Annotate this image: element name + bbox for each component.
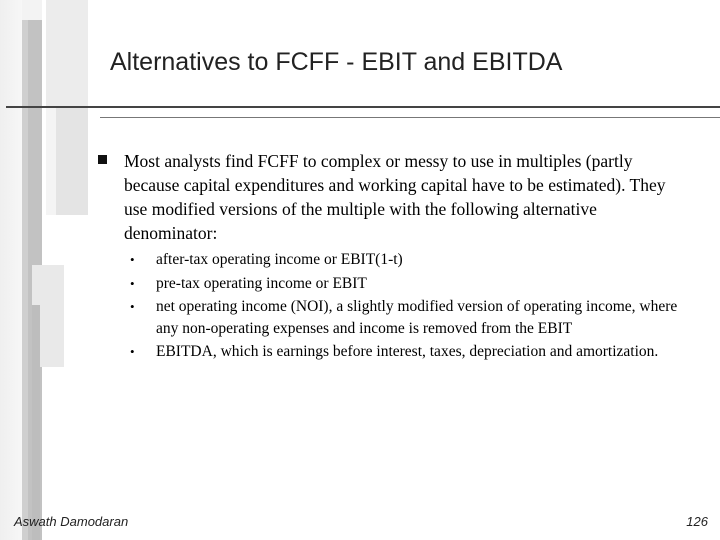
bullet-dot-icon: •	[130, 299, 135, 314]
left-decoration-block	[46, 0, 88, 108]
bullet-dot-icon: •	[130, 252, 135, 267]
list-item: • pre-tax operating income or EBIT	[130, 273, 690, 295]
title-divider	[6, 106, 720, 108]
list-item: • after-tax operating income or EBIT(1-t)	[130, 249, 690, 271]
left-decoration-band	[0, 0, 22, 540]
sub-bullet-list	[130, 249, 690, 365]
left-decoration-bar	[32, 305, 40, 540]
footer-author: Aswath Damodaran	[14, 514, 129, 529]
main-bullet-text: Most analysts find FCFF to complex or messy to use in multiples (partly because capital expenditures and working capital have to be estimated). They use modified versions of the multiple with the following alternative denominator:	[124, 151, 666, 243]
bullet-dot-icon: •	[130, 275, 135, 291]
bullet-dot-icon: •	[130, 344, 135, 359]
slide-title: Alternatives to FCFF - EBIT and EBITDA	[110, 48, 563, 76]
left-decoration-block	[56, 108, 88, 215]
title-divider-thin	[100, 117, 720, 118]
list-item: • EBITDA, which is earnings before interest, taxes, depreciation and amortization.	[130, 341, 690, 363]
square-bullet-icon	[98, 155, 107, 164]
page-number: 126	[686, 514, 708, 529]
list-item: • net operating income (NOI), a slightly modified version of operating income, where any non-operating expenses and income is removed from the EBIT	[130, 298, 678, 337]
